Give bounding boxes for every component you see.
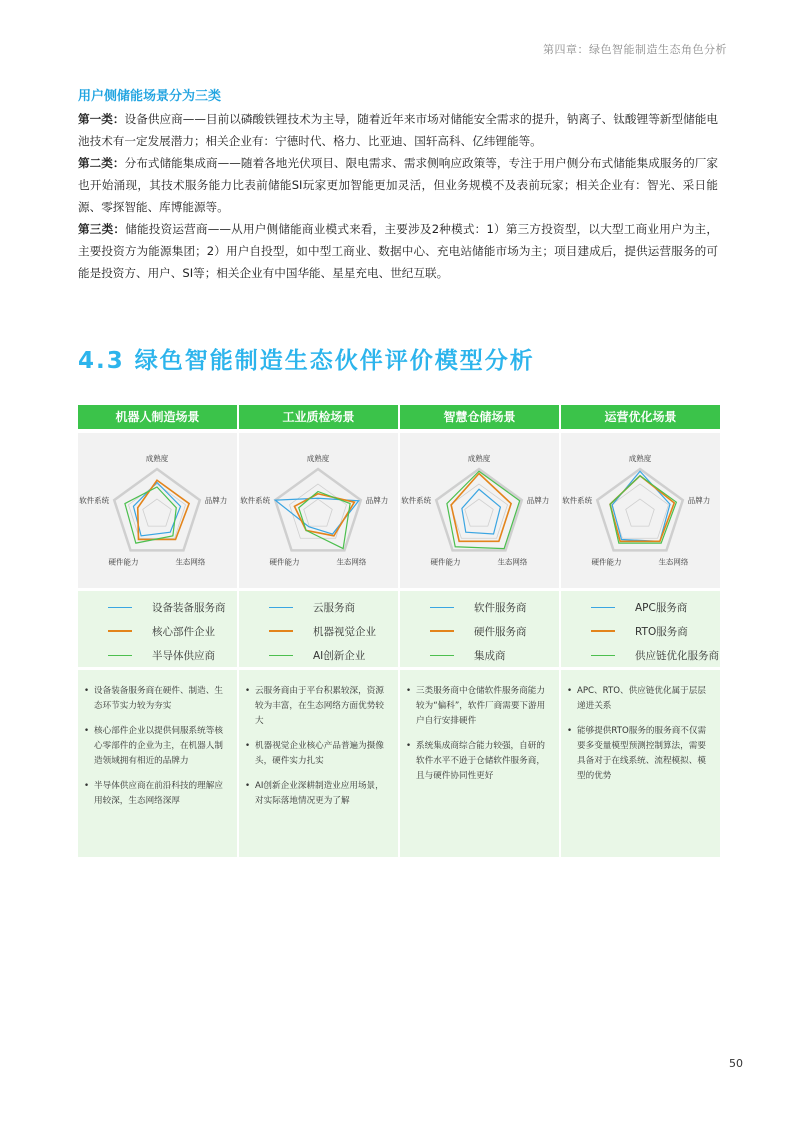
notes-panel [400,670,559,857]
radar-axis-label: 生态网络 [497,557,528,567]
note-text: 设备装备服务商在硬件、制造、生态环节实力较为夯实 [94,686,223,711]
legend-swatch [591,630,615,632]
radar-panel [400,433,559,588]
legend-label: 软件服务商 [474,601,527,614]
evaluation-matrix [78,405,719,857]
bullet-icon: • [245,781,251,791]
radar-axis-label: 成熟度 [306,454,330,463]
legend-label: 供应链优化服务商 [635,649,719,662]
legend-label: APC服务商 [635,601,688,614]
note-item [406,739,551,784]
radar-axis-label: 软件系统 [401,496,432,506]
section-title: 4.3 绿色智能制造生态伙伴评价模型分析 [78,348,535,374]
legend-item [561,595,720,619]
scenario-header: 机器人制造场景 [78,405,237,429]
intro-paragraph-1 [78,108,718,152]
radar-axis-label: 软件系统 [562,496,593,506]
bullet-icon: • [245,741,251,751]
legend-item [561,619,720,643]
intro-paragraph-2 [78,152,718,218]
scenario-column [400,405,559,857]
radar-chart [400,433,559,588]
radar-axis-label: 成熟度 [467,454,491,463]
scenario-column [78,405,237,857]
bullet-icon: • [406,686,412,696]
radar-grid-ring [626,499,655,526]
note-item [567,724,712,784]
page-number: 50 [729,1057,743,1070]
radar-grid-ring [465,499,494,526]
scenario-header: 运营优化场景 [561,405,720,429]
radar-axis-label: 生态网络 [175,557,206,567]
legend-item [561,643,720,667]
radar-chart [239,433,398,588]
radar-axis-label: 软件系统 [79,496,110,506]
radar-series-polygon [294,494,354,536]
legend-item [78,643,237,667]
bullet-icon: • [84,781,90,791]
note-item [567,684,712,714]
legend-label: 集成商 [474,649,506,662]
legend-swatch [591,655,615,656]
legend-item [78,619,237,643]
legend-item [400,619,559,643]
legend-swatch [108,607,132,608]
legend [78,591,237,667]
radar-axis-label: 硬件能力 [108,557,139,567]
radar-panel [561,433,720,588]
note-item [84,779,229,809]
note-text: 云服务商由于平台积累较深，资源较为丰富，在生态网络方面优势较大 [255,686,384,726]
note-text: 半导体供应商在前沿科技的理解应用较深，生态网络深厚 [94,781,223,806]
legend-item [78,595,237,619]
note-text: 核心部件企业以提供伺服系统等核心零部件的企业为主，在机器人制造领域拥有相近的品牌力 [94,726,223,766]
scenario-column [561,405,720,857]
intro-label-3: 第三类： [78,222,126,236]
radar-panel [78,433,237,588]
notes-panel [78,670,237,857]
running-header: 第四章：绿色智能制造生态角色分析 [543,43,727,56]
note-text: AI创新企业深耕制造业应用场景，对实际落地情况更为了解 [255,781,384,806]
legend-swatch [269,655,293,656]
legend-swatch [430,630,454,632]
radar-grid-ring [304,499,333,526]
note-text: 能够提供RTO服务的服务商不仅需要多变量模型预测控制算法，需要具备对于在线系统、流程模拟、模型的优势 [577,726,707,781]
notes-panel [561,670,720,857]
radar-grid [597,469,683,550]
intro-text-2: 分布式储能集成商——随着各地光伏项目、限电需求、需求侧响应政策等，专注于用户侧分布式储能集成服务的厂家也开始涌现，其技术服务能力比表前储能SI玩家更加智能更加灵活，但业务规模不及表前玩家；相关企业有：智光、采日能源、零探智能、库博能源等。 [78,156,718,214]
note-item [245,739,390,769]
legend-swatch [269,630,293,632]
legend-item [400,595,559,619]
bullet-icon: • [567,686,573,696]
radar-chart [78,433,237,588]
note-text: 机器视觉企业核心产品普遍为摄像头，硬件实力扎实 [255,741,384,766]
legend-label: RTO服务商 [635,625,688,638]
legend-item [239,595,398,619]
intro-text-1: 设备供应商——目前以磷酸铁锂技术为主导，随着近年来市场对储能安全需求的提升，钠离子、钛酸锂等新型储能电池技术有一定发展潜力；相关企业有：宁德时代、格力、比亚迪、国轩高科、亿纬锂能等。 [78,112,718,148]
note-text: APC、RTO、供应链优化属于层层递进关系 [577,686,706,711]
scenario-header: 智慧仓储场景 [400,405,559,429]
legend-swatch [108,630,132,632]
radar-axis-label: 软件系统 [240,496,271,506]
intro-heading: 用户侧储能场景分为三类 [78,89,222,104]
note-item [245,779,390,809]
legend-item [400,643,559,667]
legend-item [239,619,398,643]
note-item [84,724,229,769]
bullet-icon: • [567,726,573,736]
legend-label: 硬件服务商 [474,625,527,638]
radar-axis-label: 品牌力 [526,496,550,506]
radar-series-polygon [462,489,501,534]
bullet-icon: • [245,686,251,696]
radar-axis-label: 品牌力 [365,496,389,506]
note-text: 三类服务商中仓储软件服务商能力较为“偏科”，软件厂商需要下游用户自行安排硬件 [416,686,546,726]
bullet-icon: • [406,741,412,751]
legend-swatch [430,655,454,656]
radar-axis-label: 硬件能力 [591,557,622,567]
legend-label: 机器视觉企业 [313,625,376,638]
radar-axis-label: 成熟度 [145,454,169,463]
scenario-column [239,405,398,857]
bullet-icon: • [84,686,90,696]
radar-chart [561,433,720,588]
legend [239,591,398,667]
intro-body [78,108,718,284]
legend-swatch [108,655,132,656]
legend-label: 云服务商 [313,601,355,614]
intro-text-3: 储能投资运营商——从用户侧储能商业模式来看，主要涉及2种模式：1）第三方投资型，以大型工商业用户为主，主要投资方为能源集团；2）用户自投型，如中型工商业、数据中心、充电站储能市场为主；项目建成后，提供运营服务的可能是投资方、用户、SI等；相关企业有中国华能、星星充电、世纪互联。 [78,222,718,280]
legend-label: AI创新企业 [313,649,366,662]
note-item [245,684,390,729]
legend [400,591,559,667]
intro-label-2: 第二类： [78,156,125,170]
legend-swatch [269,607,293,608]
radar-panel [239,433,398,588]
radar-axis-label: 硬件能力 [269,557,300,567]
radar-axis-label: 生态网络 [336,557,367,567]
radar-axis-label: 硬件能力 [430,557,461,567]
intro-label-1: 第一类： [78,112,125,126]
intro-paragraph-3 [78,218,718,284]
legend-label: 半导体供应商 [152,649,215,662]
note-text: 系统集成商综合能力较强，自研的软件水平不逊于仓储软件服务商，且与硬件协同性更好 [416,741,545,781]
scenario-header: 工业质检场景 [239,405,398,429]
radar-grid-ring [143,499,172,526]
legend-label: 核心部件企业 [152,625,215,638]
legend-label: 设备装备服务商 [152,601,226,614]
legend-swatch [591,607,615,608]
note-item [84,684,229,714]
legend-swatch [430,607,454,608]
radar-axis-label: 成熟度 [628,454,652,463]
notes-panel [239,670,398,857]
legend [561,591,720,667]
note-item [406,684,551,729]
radar-axis-label: 品牌力 [204,496,228,506]
bullet-icon: • [84,726,90,736]
radar-axis-label: 品牌力 [687,496,711,506]
legend-item [239,643,398,667]
radar-axis-label: 生态网络 [658,557,689,567]
